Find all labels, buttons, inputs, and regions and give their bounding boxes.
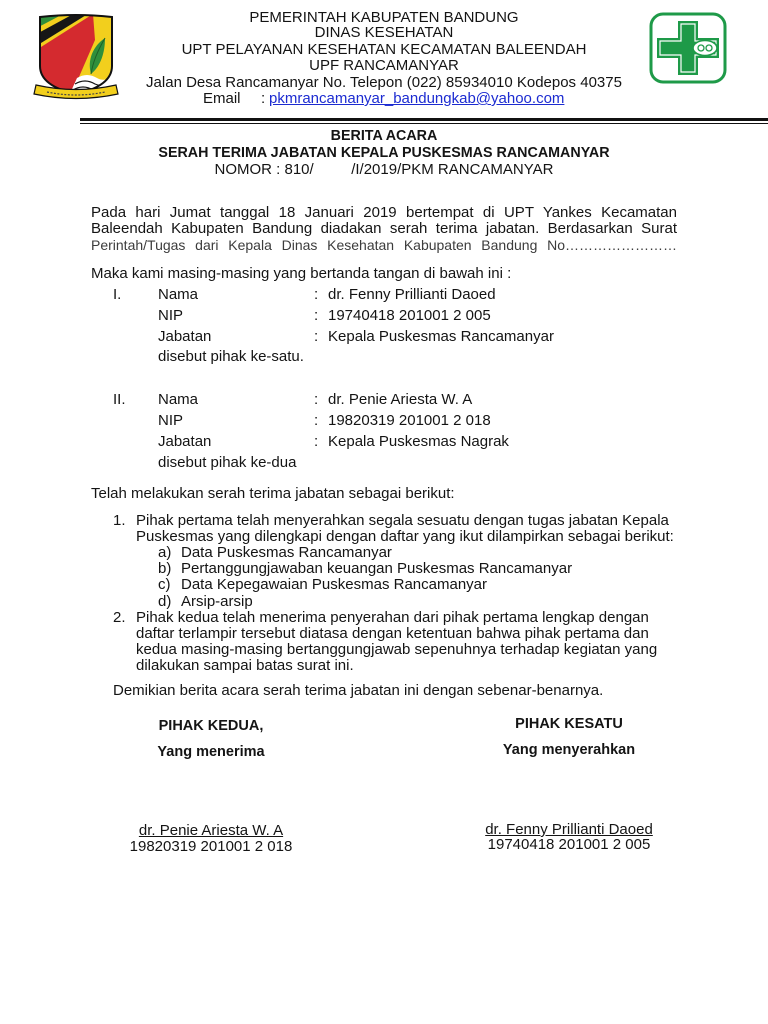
field-separator: : [314, 307, 319, 324]
field-value: 19820319 201001 2 018 [328, 412, 491, 429]
sublist-label: a) [158, 544, 172, 561]
field-label: NIP [158, 412, 184, 429]
header-unit: UPT PELAYANAN KESEHATAN KECAMATAN BALEENDAH [181, 41, 587, 58]
list-item-line: Pihak kedua telah menerima penyerahan dari pihak pertama lengkap dengan [136, 609, 649, 626]
list-item-line: kedua masing-masing bertanggungjawab sepenuhnya terhadap kegiatan yang [136, 641, 658, 658]
signature-right-nip: 19740418 201001 2 005 [487, 836, 651, 853]
parties-intro: Maka kami masing-masing yang bertanda tangan di bawah ini : [91, 265, 512, 282]
sublist-text: Data Puskesmas Rancamanyar [181, 544, 392, 561]
closing-statement: Demikian berita acara serah terima jabatan ini dengan sebenar-benarnya. [113, 682, 604, 699]
signature-left-name: dr. Penie Ariesta W. A [138, 822, 284, 839]
party-2-designation: disebut pihak ke-dua [158, 454, 297, 471]
signature-right-name: dr. Fenny Prillianti Daoed [485, 821, 653, 838]
sublist-label: d) [158, 593, 172, 610]
sublist-text: Pertanggungjawaban keuangan Puskesmas Rancamanyar [181, 560, 573, 577]
field-separator: : [314, 328, 319, 345]
party-numeral: II. [113, 391, 126, 408]
field-separator: : [314, 286, 319, 303]
party-1-designation: disebut pihak ke-satu. [158, 348, 304, 365]
email-label: Email [203, 90, 241, 107]
field-separator: : [314, 412, 319, 429]
sublist-text: Data Kepegawaian Puskesmas Rancamanyar [181, 576, 487, 593]
field-label: Jabatan [158, 328, 212, 345]
email-link[interactable]: pkmrancamanyar_bandungkab@yahoo.com [269, 90, 565, 107]
header-government: PEMERINTAH KABUPATEN BANDUNG [249, 9, 519, 26]
party-numeral: I. [113, 286, 122, 303]
field-label: Jabatan [158, 433, 212, 450]
letterhead-rule-thin [80, 123, 768, 124]
opening-line: Perintah/Tugas dari Kepala Dinas Kesehatan Kabupaten Bandung No…………………… [91, 237, 677, 253]
sublist-text: Arsip-arsip [181, 593, 253, 610]
party-1-position-row [0, 328, 768, 346]
field-value: Kepala Puskesmas Rancamanyar [328, 328, 554, 345]
party-2-name-row [0, 391, 768, 409]
list-item-line: Puskesmas yang dilengkapi dengan daftar yang ikut dilampirkan sebagai berikut: [136, 528, 674, 545]
header-subunit: UPF RANCAMANYAR [309, 57, 459, 74]
signature-left-nip: 19820319 201001 2 018 [129, 838, 293, 855]
party-2-position-row [0, 433, 768, 451]
list-item-line: daftar terlampir tersebut diatasa dengan ketentuan bahwa pihak pertama dan [136, 625, 649, 642]
document-number: NOMOR : 810/ /I/2019/PKM RANCAMANYAR [214, 161, 554, 178]
field-value: dr. Fenny Prillianti Daoed [328, 286, 496, 303]
email-separator: : [261, 90, 266, 107]
list-number: 2. [113, 609, 126, 626]
field-label: NIP [158, 307, 184, 324]
header-email-row [0, 90, 768, 108]
field-separator: : [314, 433, 319, 450]
letterhead-rule [80, 118, 768, 121]
signature-right-role: PIHAK KESATU [515, 716, 623, 732]
party-1-nip-row [0, 307, 768, 325]
list-number: 1. [113, 512, 126, 529]
party-2-nip-row [0, 412, 768, 430]
field-label: Nama [158, 391, 199, 408]
signature-left-role: PIHAK KEDUA, [158, 718, 264, 734]
opening-line: Baleendah Kabupaten Bandung diadakan serah terima jabatan. Berdasarkan Surat [91, 220, 677, 237]
header-address: Jalan Desa Rancamanyar No. Telepon (022) 85934010 Kodepos 40375 [146, 74, 622, 91]
field-value: dr. Penie Ariesta W. A [328, 391, 473, 408]
party-1-name-row [0, 286, 768, 304]
field-label: Nama [158, 286, 199, 303]
document-title: BERITA ACARA [330, 128, 438, 144]
signature-left-caption: Yang menerima [157, 744, 265, 760]
field-value: 19740418 201001 2 005 [328, 307, 491, 324]
opening-line: Pada hari Jumat tanggal 18 Januari 2019 bertempat di UPT Yankes Kecamatan [91, 204, 677, 221]
list-item-line: dilakukan sampai batas surat ini. [136, 657, 354, 674]
signature-right-caption: Yang menyerahkan [502, 742, 636, 758]
handover-intro: Telah melakukan serah terima jabatan sebagai berikut: [91, 485, 455, 502]
sublist-label: c) [158, 576, 171, 593]
sublist-label: b) [158, 560, 172, 577]
header-agency: DINAS KESEHATAN [314, 24, 454, 41]
field-separator: : [314, 391, 319, 408]
list-item-line: Pihak pertama telah menyerahkan segala sesuatu dengan tugas jabatan Kepala [136, 512, 669, 529]
field-value: Kepala Puskesmas Nagrak [328, 433, 509, 450]
sublist-item [0, 576, 768, 594]
document-subtitle: SERAH TERIMA JABATAN KEPALA PUSKESMAS RANCAMANYAR [158, 145, 610, 161]
